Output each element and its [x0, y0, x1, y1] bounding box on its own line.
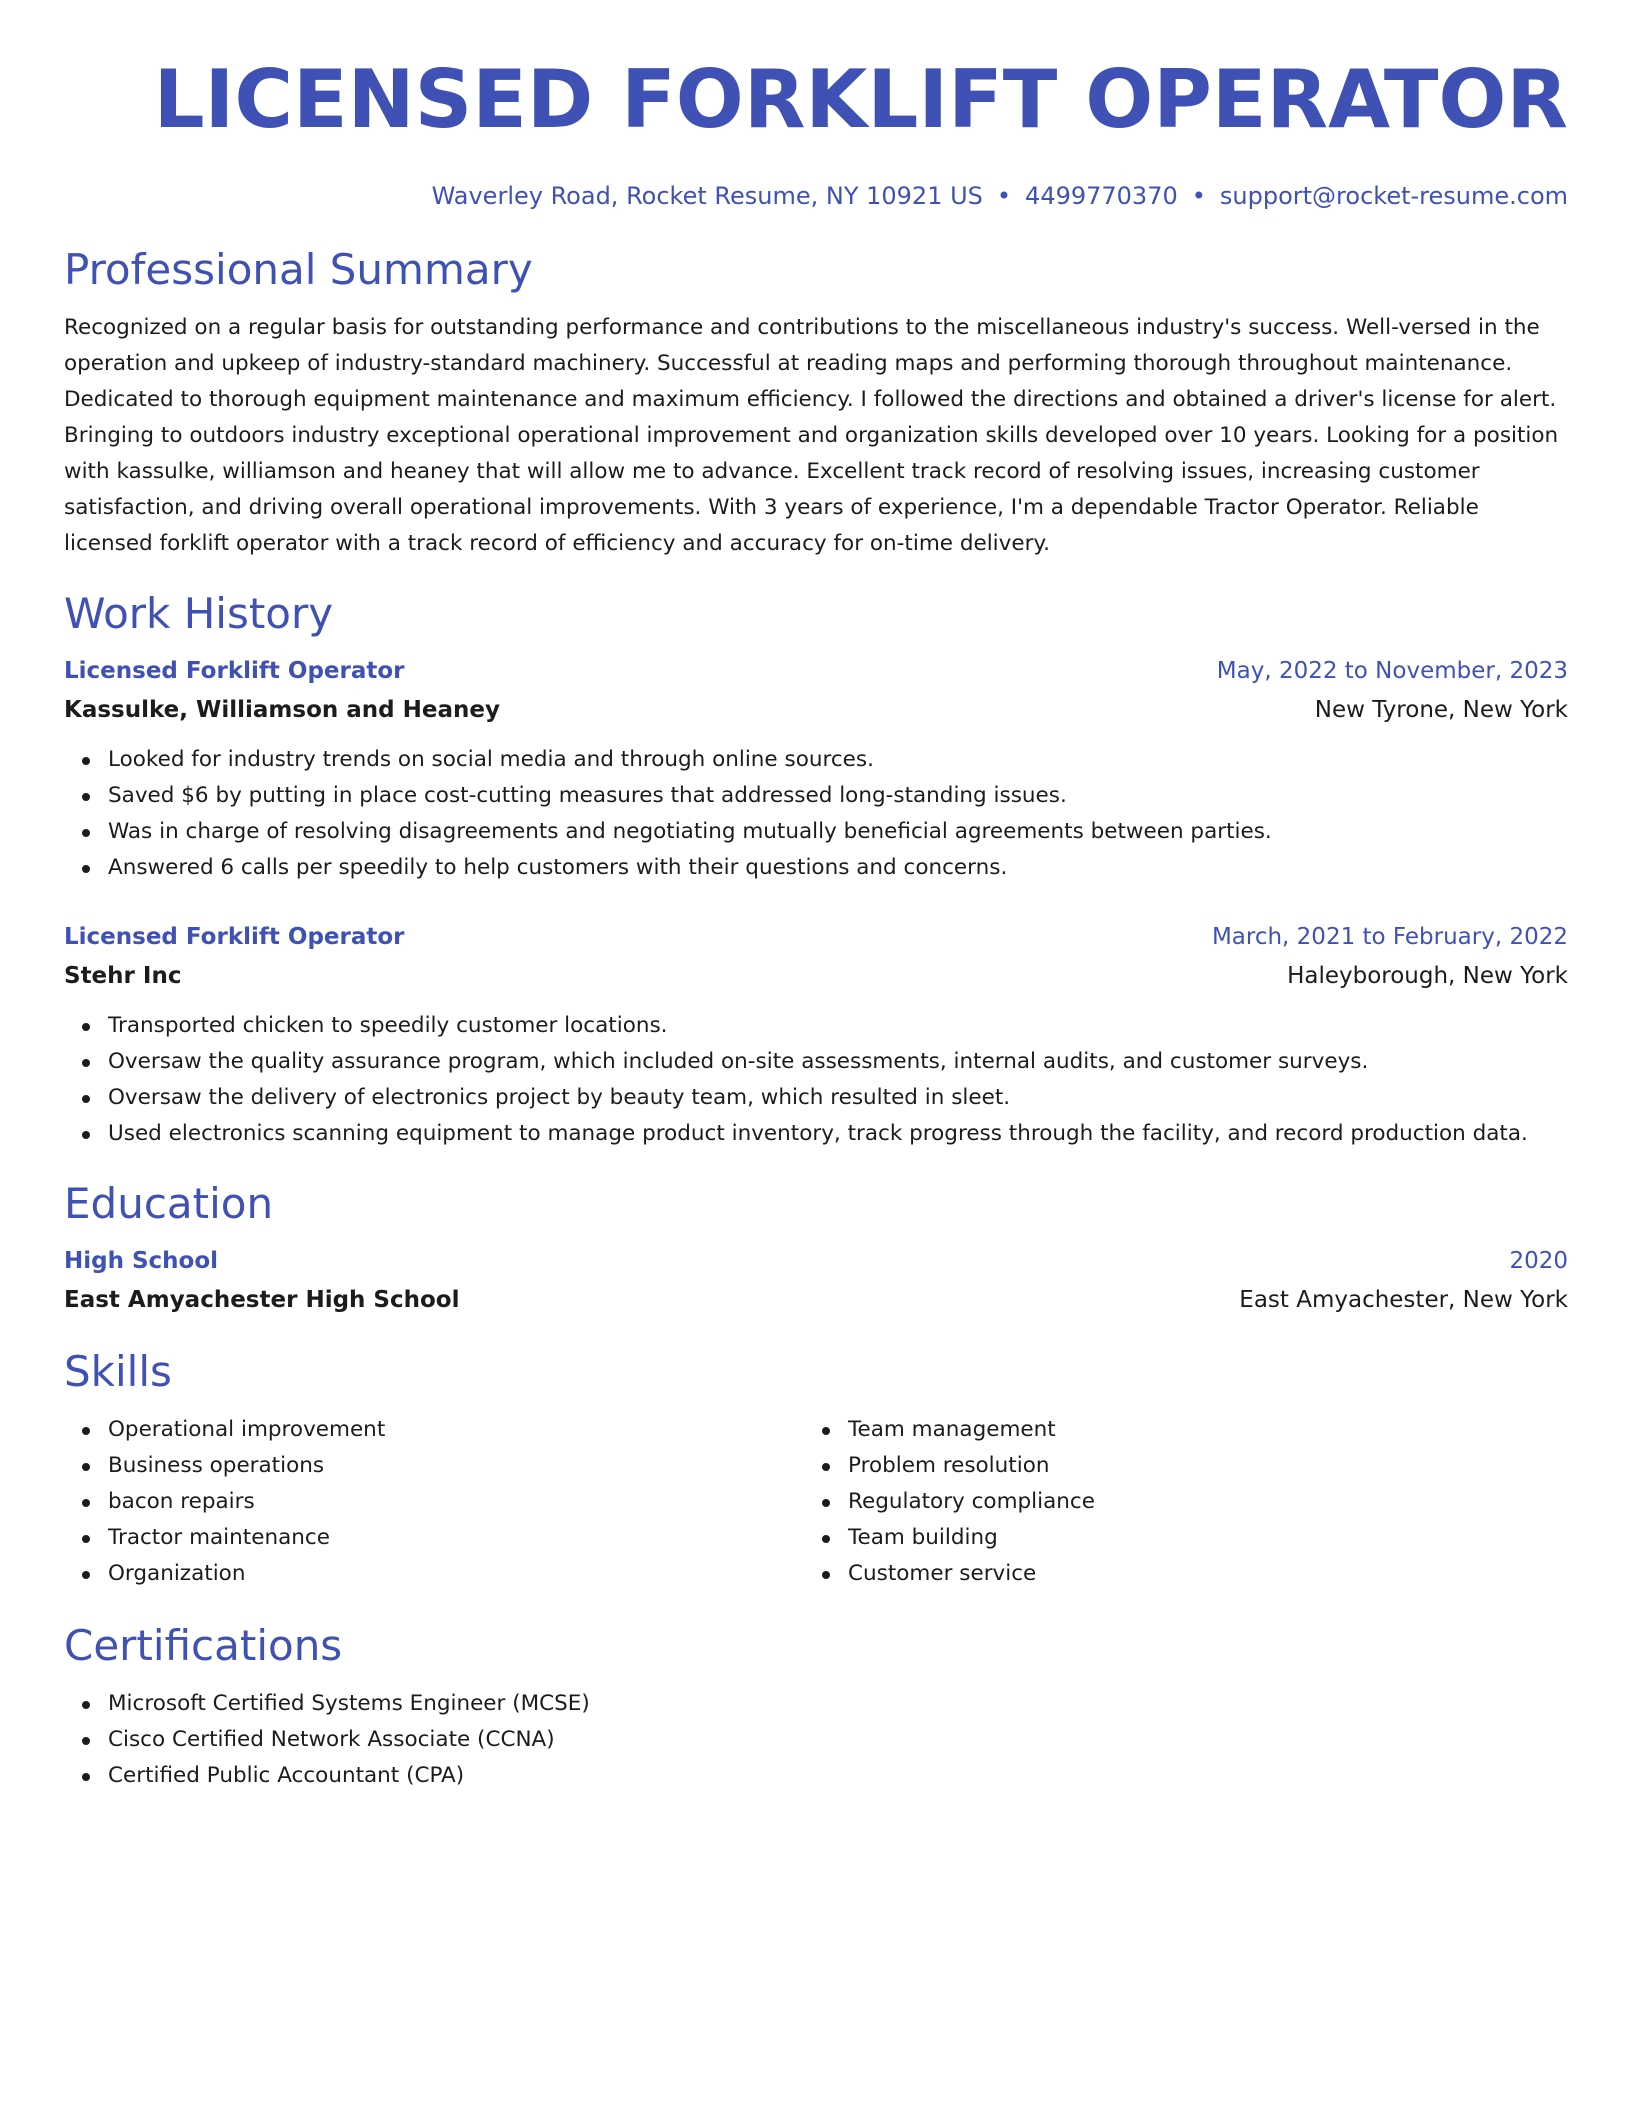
job-bullet-list — [64, 1008, 1568, 1152]
education-school: East Amyachester High School — [64, 1287, 460, 1313]
contact-phone: 4499770370 — [1025, 182, 1178, 210]
skill-item: Customer service — [848, 1556, 1544, 1592]
education-degree: High School — [64, 1248, 219, 1274]
job-bullet: Oversaw the delivery of electronics project by beauty team, which resulted in sleet. — [108, 1080, 1568, 1116]
job-dates: March, 2021 to February, 2022 — [1211, 924, 1568, 950]
skills-list — [804, 1412, 1544, 1592]
job-entry — [64, 918, 1568, 1152]
skill-item: Problem resolution — [848, 1448, 1544, 1484]
job-company: Kassulke, Williamson and Heaney — [64, 697, 500, 723]
contact-separator: • — [996, 182, 1012, 210]
resume-header — [64, 0, 1568, 212]
job-bullet: Answered 6 calls per speedily to help customers with their questions and concerns. — [108, 850, 1568, 886]
work-history-section — [64, 586, 1568, 1152]
job-company: Stehr Inc — [64, 963, 182, 989]
job-location: New Tyrone, New York — [1314, 697, 1568, 723]
job-location: Haleyborough, New York — [1287, 963, 1568, 989]
skills-section — [64, 1344, 1568, 1592]
section-title-education: Education — [64, 1179, 274, 1228]
section-title-summary: Professional Summary — [64, 245, 533, 294]
job-bullet: Saved $6 by putting in place cost-cutting measures that addressed long-standing issues. — [108, 778, 1568, 814]
section-title-work-history: Work History — [64, 589, 334, 638]
job-bullet-list — [64, 742, 1568, 886]
job-company-row — [64, 690, 1568, 730]
job-bullet: Looked for industry trends on social media and through online sources. — [108, 742, 1568, 778]
skills-column-right — [804, 1412, 1544, 1592]
section-title-certifications: Certifications — [64, 1621, 343, 1670]
skills-column-left — [64, 1412, 804, 1592]
job-role: Licensed Forklift Operator — [64, 924, 405, 950]
job-header-row — [64, 652, 1568, 690]
contact-email[interactable]: support@rocket-resume.com — [1219, 182, 1568, 210]
education-location: East Amyachester, New York — [1239, 1287, 1568, 1313]
certifications-list — [64, 1686, 1568, 1794]
job-entry — [64, 652, 1568, 886]
job-company-row — [64, 956, 1568, 996]
skills-grid — [64, 1412, 1568, 1592]
skill-item: Organization — [108, 1556, 804, 1592]
skill-item: Operational improvement — [108, 1412, 804, 1448]
section-title-skills: Skills — [64, 1347, 172, 1396]
education-header-row — [64, 1242, 1568, 1280]
certification-item: Microsoft Certified Systems Engineer (MCSE) — [108, 1686, 1568, 1722]
education-section — [64, 1176, 1568, 1320]
job-bullet: Used electronics scanning equipment to manage product inventory, track progress through the facility, and record production data. — [108, 1116, 1568, 1152]
resume-page — [64, 0, 1568, 1794]
skill-item: Team management — [848, 1412, 1544, 1448]
skill-item: Tractor maintenance — [108, 1520, 804, 1556]
skills-list — [64, 1412, 804, 1592]
job-dates: May, 2022 to November, 2023 — [1216, 658, 1568, 684]
contact-separator: • — [1191, 182, 1206, 210]
skill-item: Regulatory compliance — [848, 1484, 1544, 1520]
summary-section — [64, 242, 1568, 562]
summary-text: Recognized on a regular basis for outstanding performance and contributions to the miscellaneous industry's success. Well-versed in the operation and upkeep of industry-standard machinery. Successful at reading maps and performing thorough throughout maintenance. Dedicated to thorough equipment maintenance and maximum efficiency. I followed the directions and obtained a driver's license for alert. Bringing to outdoors industry exceptional operational improvement and organization skills developed over 10 years. Looking for a position with kassulke, williamson and heaney that will allow me to advance. Excellent track record of resolving issues, increasing customer satisfaction, and driving overall operational improvements. With 3 years of experience, I'm a dependable Tractor Operator. Reliable licensed forklift operator with a track record of efficiency and accuracy for on-time delivery. — [64, 315, 1559, 556]
skill-item: Team building — [848, 1520, 1544, 1556]
certifications-section — [64, 1618, 1568, 1794]
job-bullet: Was in charge of resolving disagreements and negotiating mutually beneficial agreements between parties. — [108, 814, 1568, 850]
job-bullet: Transported chicken to speedily customer locations. — [108, 1008, 1568, 1044]
skill-item: Business operations — [108, 1448, 804, 1484]
candidate-name: LICENSED FORKLIFT OPERATOR — [153, 53, 1568, 146]
skill-item: bacon repairs — [108, 1484, 804, 1520]
certification-item: Certified Public Accountant (CPA) — [108, 1758, 1568, 1794]
education-year: 2020 — [1509, 1248, 1568, 1274]
job-header-row — [64, 918, 1568, 956]
education-entry — [64, 1242, 1568, 1320]
certification-item: Cisco Certified Network Associate (CCNA) — [108, 1722, 1568, 1758]
job-bullet: Oversaw the quality assurance program, which included on-site assessments, internal audits, and customer surveys. — [108, 1044, 1568, 1080]
education-school-row — [64, 1280, 1568, 1320]
contact-address: Waverley Road, Rocket Resume, NY 10921 US — [431, 182, 983, 210]
job-role: Licensed Forklift Operator — [64, 658, 405, 684]
contact-line — [64, 180, 1568, 212]
